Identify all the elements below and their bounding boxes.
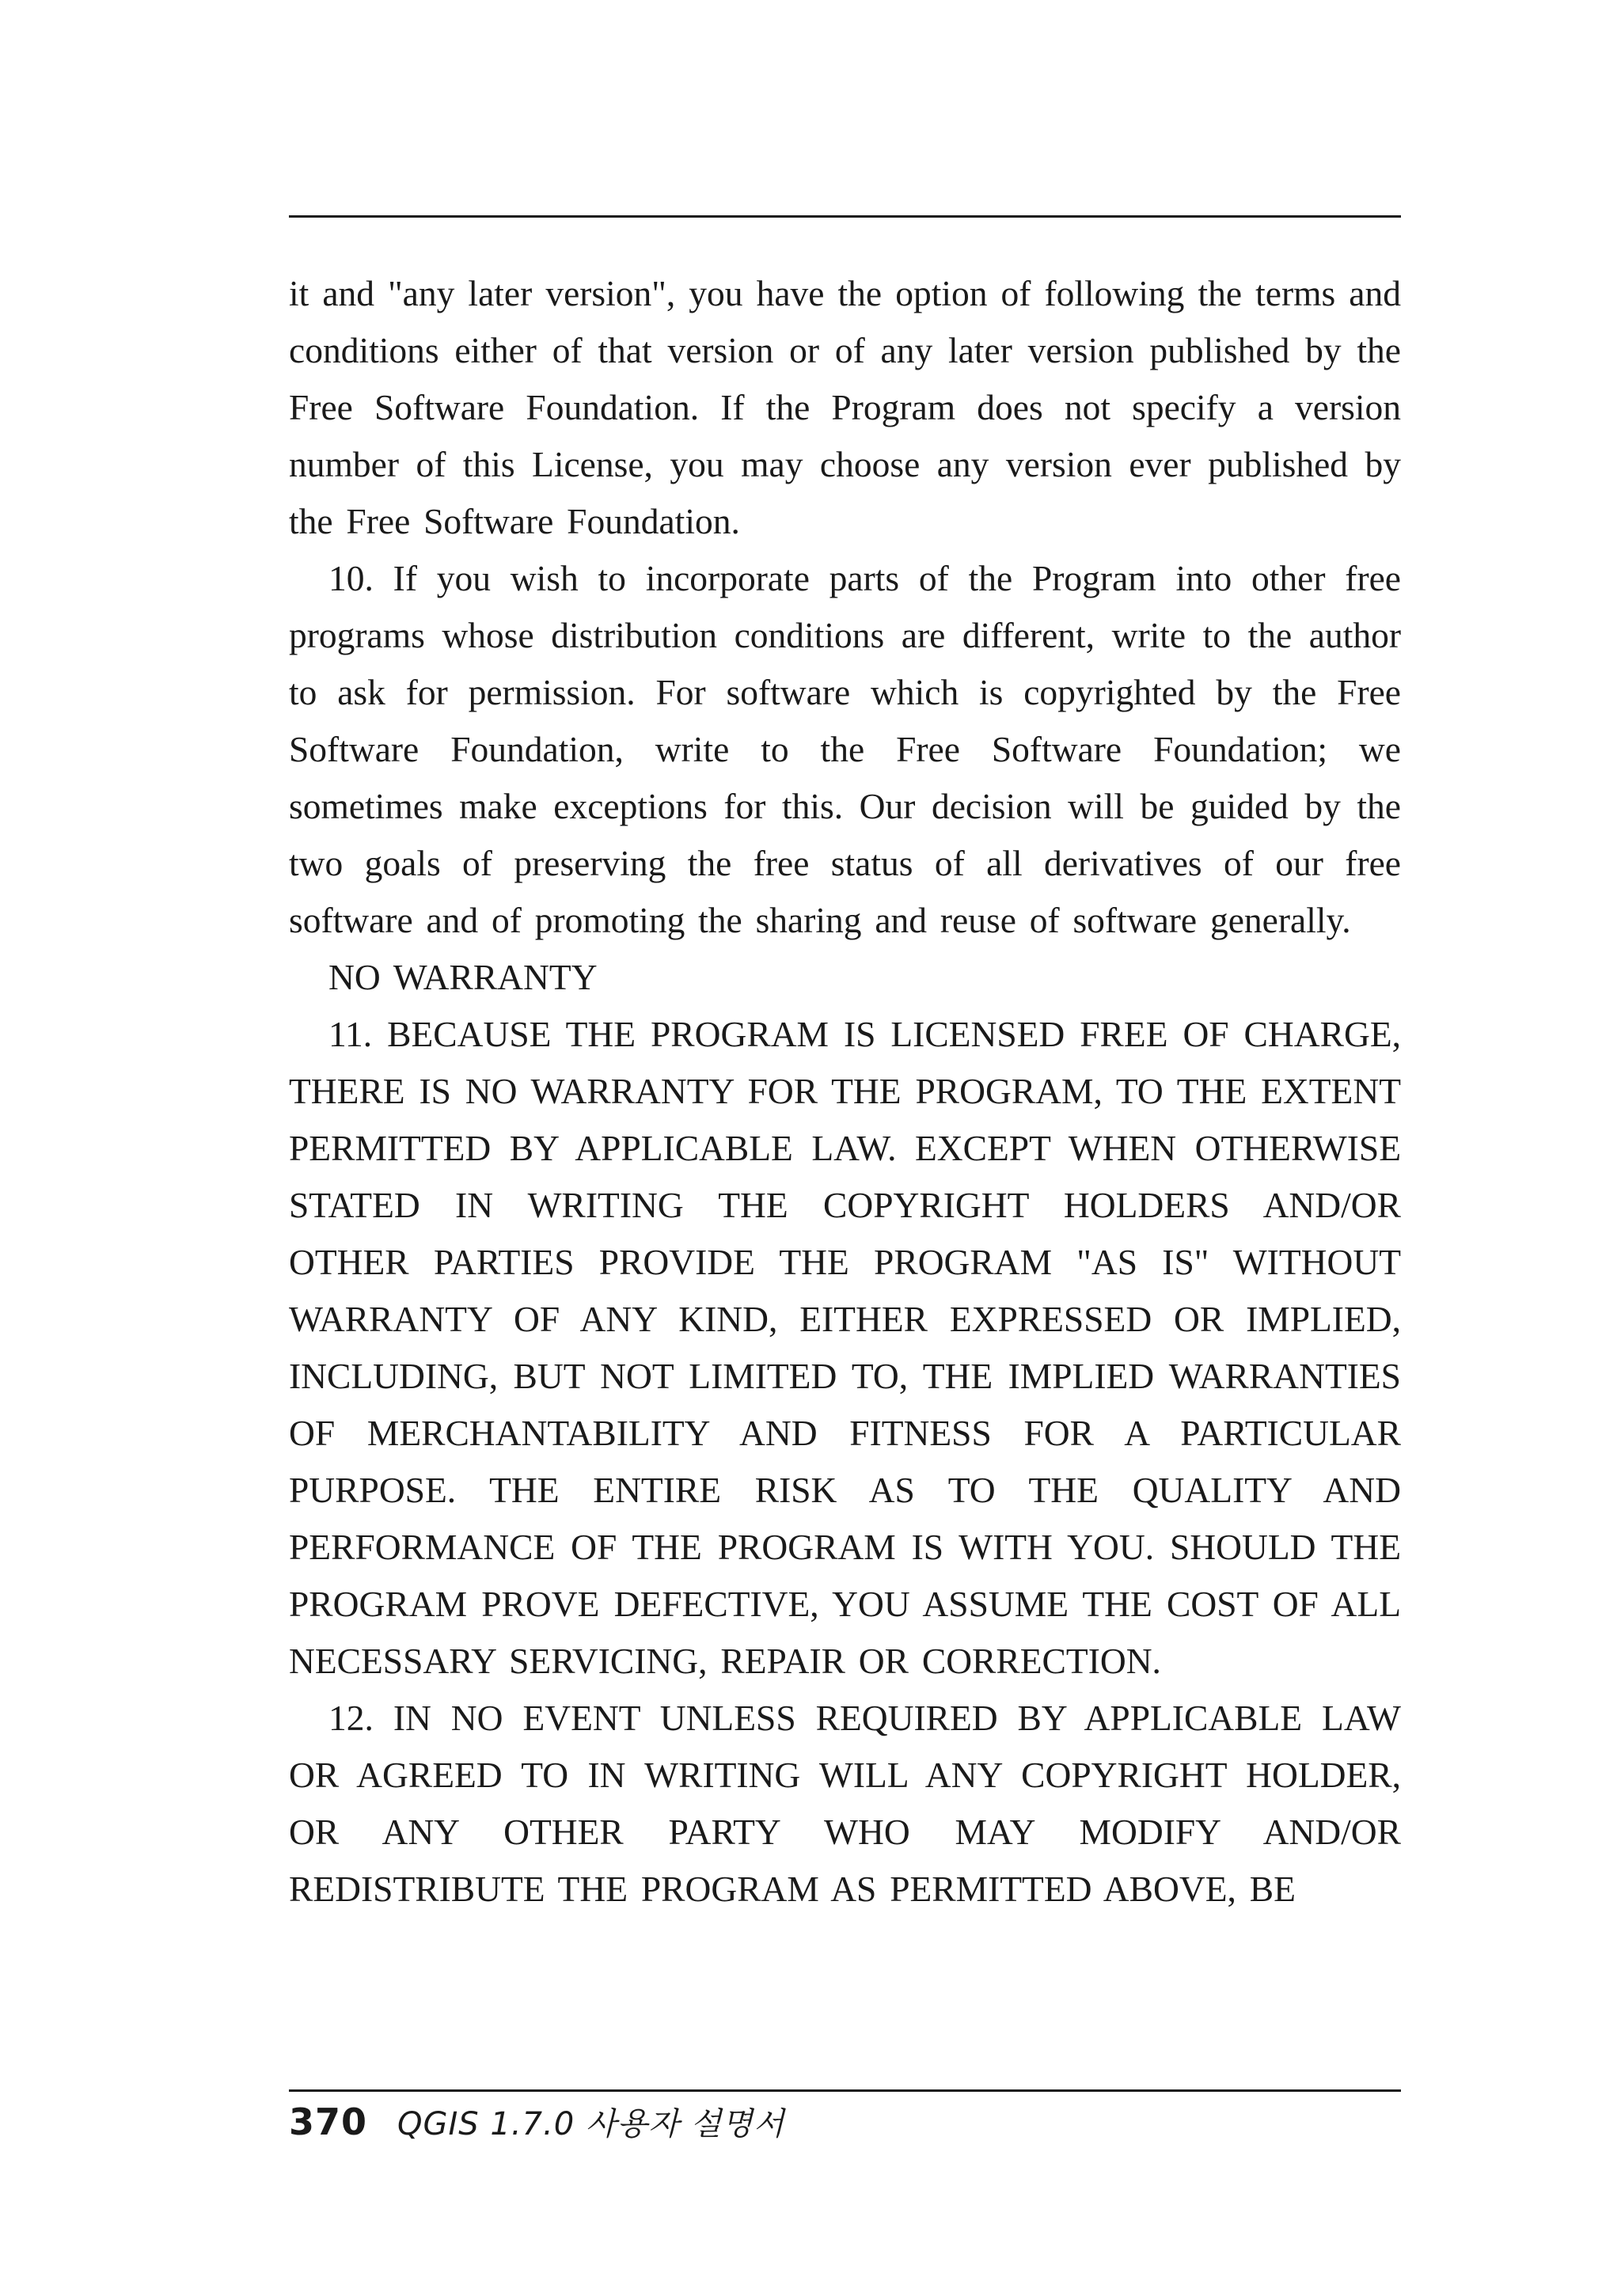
heading-no-warranty: NO WARRANTY (328, 957, 598, 997)
footer-rule (289, 2089, 1401, 2092)
page-footer (289, 2099, 784, 2154)
paragraph-section-12: 12. IN NO EVENT UNLESS REQUIRED BY APPLICABLE LAW OR AGREED TO IN WRITING WILL ANY COPYRIGHT HOLDER, OR ANY OTHER PARTY WHO MAY MODIFY AND/OR REDISTRIBUTE THE PROGRAM AS PERMITTED ABOVE, BE (289, 1698, 1401, 1909)
header-rule (289, 215, 1401, 218)
body-text (289, 265, 1401, 1918)
paragraph-section-10: 10. If you wish to incorporate parts of the Program into other free programs whose distribution conditions are different, write to the author to ask for permission. For software which is copyrighted by the Free Software Foundation, write to the Free Software Foundation; we sometimes make exceptions for this. Our decision will be guided by the two goals of preserving the free status of all derivatives of our free software and of promoting the sharing and reuse of software generally. (289, 558, 1401, 940)
book-title: QGIS 1.7.0 사용자 설명서 (397, 2106, 785, 2142)
paragraph-section-11: 11. BECAUSE THE PROGRAM IS LICENSED FREE OF CHARGE, THERE IS NO WARRANTY FOR THE PROGRAM, TO THE EXTENT PERMITTED BY APPLICABLE LAW. EXCEPT WHEN OTHERWISE STATED IN WRITING THE COPYRIGHT HOLDERS AND/OR OTHER PARTIES PROVIDE THE PROGRAM "AS IS" WITHOUT WARRANTY OF ANY KIND, EITHER EXPRESSED OR IMPLIED, INCLUDING, BUT NOT LIMITED TO, THE IMPLIED WARRANTIES OF MERCHANTABILITY AND FITNESS FOR A PARTICULAR PURPOSE. THE ENTIRE RISK AS TO THE QUALITY AND PERFORMANCE OF THE PROGRAM IS WITH YOU. SHOULD THE PROGRAM PROVE DEFECTIVE, YOU ASSUME THE COST OF ALL NECESSARY SERVICING, REPAIR OR CORRECTION. (289, 1014, 1401, 1681)
page-number: 370 (289, 2101, 368, 2143)
paragraph-continuation: it and "any later version", you have the option of following the terms and conditions either of that version or of any later version published by the Free Software Foundation. If the Program does not specify a version number of this License, you may choose any version ever published by the Free Software Foundation. (289, 273, 1401, 541)
